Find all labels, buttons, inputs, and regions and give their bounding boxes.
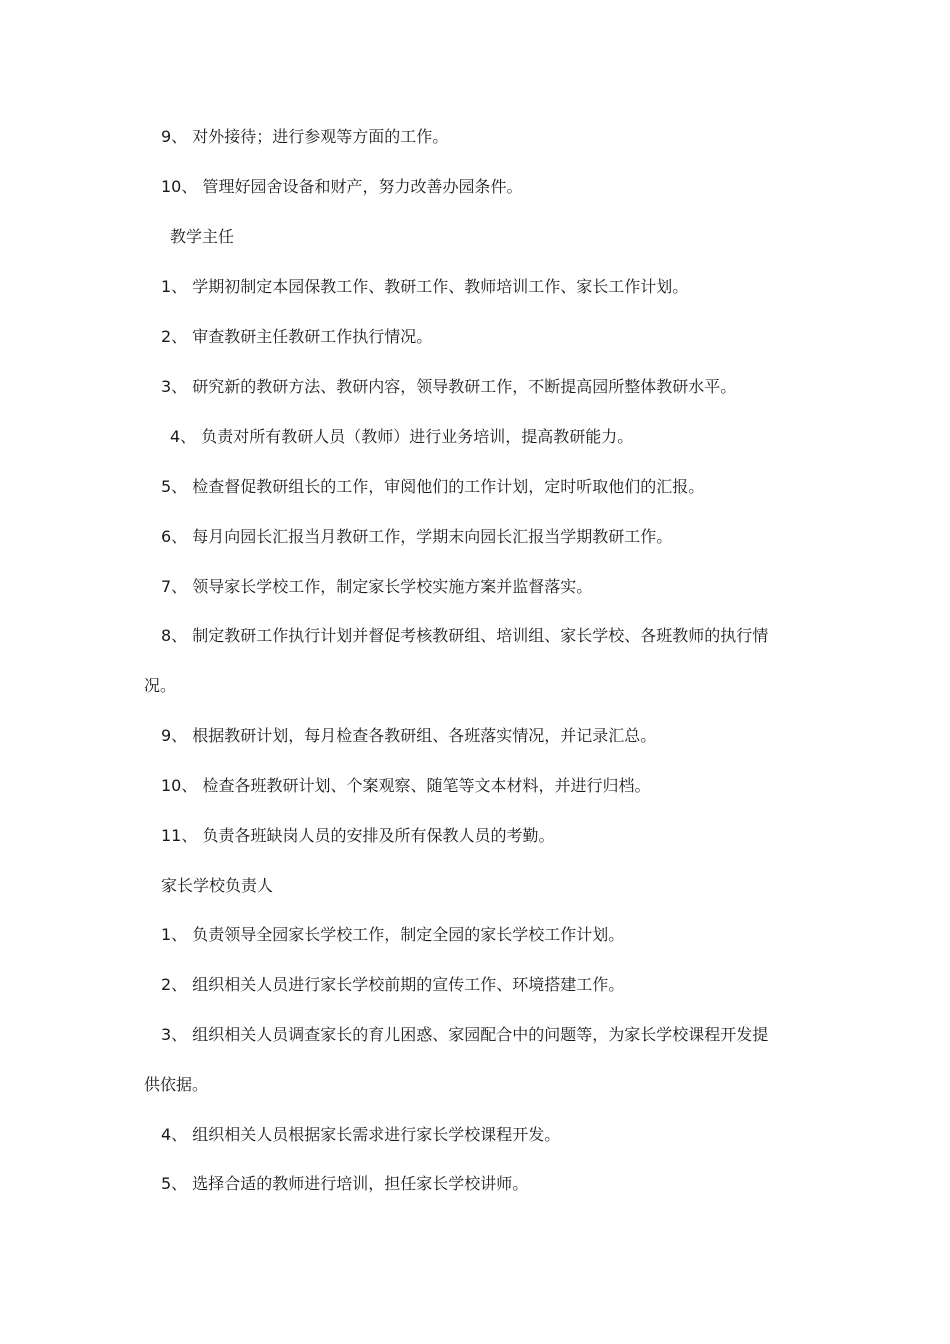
section-heading: 教学主任 [170, 227, 235, 246]
doc-line: 9、 对外接待；进行参观等方面的工作。 [161, 127, 449, 146]
doc-line: 10、 管理好园舍设备和财产，努力改善办园条件。 [161, 177, 523, 196]
doc-line: 1、 负责领导全园家长学校工作，制定全园的家长学校工作计划。 [161, 925, 625, 944]
doc-line: 3、 组织相关人员调查家长的育儿困惑、家园配合中的问题等，为家长学校课程开发提 [161, 1025, 769, 1044]
doc-line: 5、 检查督促教研组长的工作，审阅他们的工作计划，定时听取他们的汇报。 [161, 477, 705, 496]
doc-line: 7、 领导家长学校工作，制定家长学校实施方案并监督落实。 [161, 577, 593, 596]
doc-line: 2、 组织相关人员进行家长学校前期的宣传工作、环境搭建工作。 [161, 975, 625, 994]
doc-line: 8、 制定教研工作执行计划并督促考核教研组、培训组、家长学校、各班教师的执行情 [161, 626, 769, 645]
doc-line: 10、 检查各班教研计划、个案观察、随笔等文本材料，并进行归档。 [161, 776, 651, 795]
doc-line: 4、 组织相关人员根据家长需求进行家长学校课程开发。 [161, 1125, 561, 1144]
doc-line: 1、 学期初制定本园保教工作、教研工作、教师培训工作、家长工作计划。 [161, 277, 689, 296]
doc-line: 5、 选择合适的教师进行培训，担任家长学校讲师。 [161, 1174, 529, 1193]
doc-line: 9、 根据教研计划，每月检查各教研组、各班落实情况，并记录汇总。 [161, 726, 657, 745]
doc-line-continuation: 供依据。 [144, 1075, 209, 1094]
doc-line: 11、 负责各班缺岗人员的安排及所有保教人员的考勤。 [161, 826, 555, 845]
doc-line: 3、 研究新的教研方法、教研内容，领导教研工作，不断提高园所整体教研水平。 [161, 377, 737, 396]
doc-line-continuation: 况。 [144, 676, 177, 695]
doc-line: 4、 负责对所有教研人员（教师）进行业务培训，提高教研能力。 [170, 427, 634, 446]
section-heading: 家长学校负责人 [161, 876, 274, 895]
doc-line: 6、 每月向园长汇报当月教研工作，学期末向园长汇报当学期教研工作。 [161, 527, 673, 546]
doc-line: 2、 审查教研主任教研工作执行情况。 [161, 327, 433, 346]
